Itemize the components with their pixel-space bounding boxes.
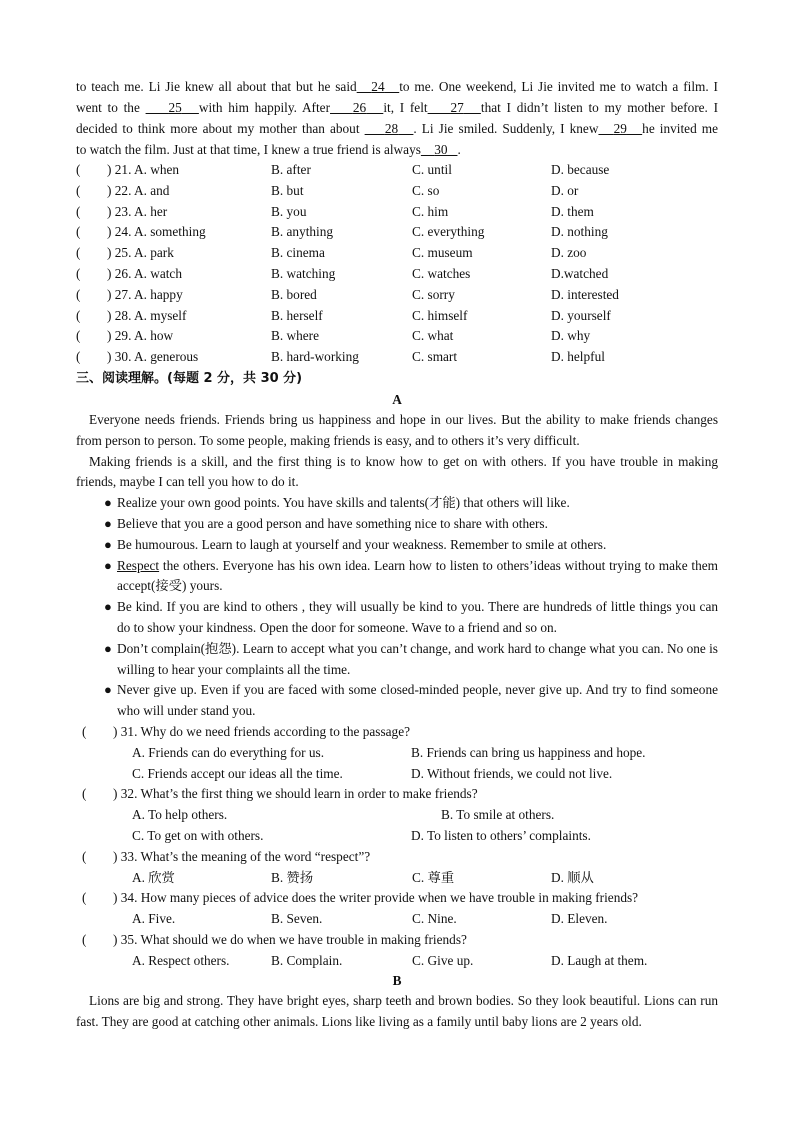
passage-b-para-1: Lions are big and strong. They have bright eyes, sharp teeth and brown bodies. So they look beautiful. Lions can run fast. They are good at catching other animals. Lions like living as a family until baby lions are 2 years old. bbox=[76, 993, 718, 1030]
passage-a-para-1: Everyone needs friends. Friends bring us happiness and hope in our lives. But the ability to make friends changes from person to person. To some people, making friends is easy, and to others it’s very difficult. bbox=[76, 411, 718, 448]
advice-item: ● Realize your own good points. You have skills and talents(才能) that others will like. bbox=[76, 493, 718, 514]
option-row-22: ( ) 22. A. and B. but C. so D. or bbox=[76, 182, 579, 198]
cloze-text: to me. One weekend, Li Jie invited me to watch a film. I bbox=[399, 79, 718, 94]
option-row-23: ( ) 23. A. her B. you C. him D. them bbox=[76, 203, 594, 219]
underlined-word: Respect bbox=[117, 557, 160, 573]
question-31: ( ) 31. Why do we need friends according to the passage? bbox=[82, 723, 411, 739]
passage-a-para-2: Making friends is a skill, and the first thing is to know how to get on with others. If you have trouble in making friends, maybe I can tell you how to do it. bbox=[76, 453, 718, 490]
option-row-21: ( ) 21. A. when B. after C. until D. because bbox=[76, 162, 610, 177]
question-35: ( ) 35. What should we do when we have trouble in making friends? bbox=[82, 931, 467, 947]
advice-item: ● Don’t complain(抱怨). Learn to accept what you can’t change, and work hard to change what you can. No one is willing to hear your complaints all the time. bbox=[104, 640, 718, 677]
passage-b-label: B bbox=[392, 973, 402, 989]
bullet-icon: ● bbox=[104, 557, 112, 573]
question-34-options: A. Five. B. Seven. C. Nine. D. Eleven. bbox=[132, 911, 608, 927]
bullet-icon: ● bbox=[104, 515, 112, 531]
advice-list bbox=[76, 493, 718, 722]
advice-item: ● Never give up. Even if you are faced with some closed-minded people, never give up. And try to find someone who will under stand you. bbox=[104, 682, 718, 719]
option-row-27: ( ) 27. A. happy B. bored C. sorry D. interested bbox=[76, 286, 619, 302]
option-row-30: ( ) 30. A. generous B. hard-working C. smart D. helpful bbox=[76, 349, 605, 365]
passage-a-label: A bbox=[392, 391, 402, 407]
question-31-options-2: C. Friends accept our ideas all the time. D. Without friends, we could not live. bbox=[132, 765, 613, 781]
question-33: ( ) 33. What’s the meaning of the word “respect”? bbox=[82, 848, 371, 864]
advice-item: ● Believe that you are a good person and have something nice to share with others. bbox=[76, 514, 718, 535]
cloze-line-2: went to the 25 with him happily. After 26 it, I felt 27 that I didn’t listen to my mother before. I bbox=[76, 100, 719, 115]
cloze-line-1 bbox=[76, 76, 718, 97]
blank-24: 24 bbox=[371, 79, 385, 94]
option-row-24: ( ) 24. A. something B. anything C. everything D. nothing bbox=[76, 224, 608, 240]
blank-30: 30 bbox=[434, 142, 448, 157]
advice-item: ● Be humourous. Learn to laugh at yourself and your weakness. Remember to smile at others. bbox=[76, 535, 718, 556]
advice-item: ● Be kind. If you are kind to others , they will usually be kind to you. There are hundreds of little things you can do to show your kindness. Open the door for someone. Wave to a friend and so on. bbox=[104, 599, 718, 635]
blank-27: 27 bbox=[450, 100, 464, 115]
blank-25: 25 bbox=[168, 100, 182, 115]
question-32-options-1: A. To help others. B. To smile at others. bbox=[132, 807, 555, 823]
option-row-26: ( ) 26. A. watch B. watching C. watches D.watched bbox=[76, 265, 609, 281]
option-row-29: ( ) 29. A. how B. where C. what D. why bbox=[76, 328, 591, 344]
bullet-icon: ● bbox=[104, 640, 112, 656]
question-32: ( ) 32. What’s the first thing we should learn in order to make friends? bbox=[82, 786, 478, 802]
cloze-line-3: decided to think more about my mother than about 28 . Li Jie smiled. Suddenly, I knew 29 he invited me bbox=[76, 121, 719, 136]
bullet-icon: ● bbox=[104, 495, 112, 511]
exam-page bbox=[76, 76, 718, 1033]
question-33-options: A. 欣赏 B. 赞扬 C. 尊重 D. 顺从 bbox=[132, 869, 594, 885]
advice-item: ● Respect the others. Everyone has his own idea. Learn how to listen to others’ideas without trying to make them accept(接受) yours. bbox=[104, 557, 718, 594]
cloze-line-4: to watch the film. Just at that time, I knew a true friend is always 30 . bbox=[76, 142, 461, 157]
question-35-options: A. Respect others. B. Complain. C. Give up. D. Laugh at them. bbox=[132, 952, 648, 968]
blank-26: 26 bbox=[352, 100, 367, 115]
blank-29: 29 bbox=[613, 121, 627, 136]
bullet-icon: ● bbox=[104, 682, 112, 698]
option-row-25: ( ) 25. A. park B. cinema C. museum D. zoo bbox=[76, 245, 587, 261]
section-heading: 三、阅读理解。(每题 2 分，共 30 分) bbox=[76, 370, 303, 386]
question-34: ( ) 34. How many pieces of advice does the writer provide when we have trouble in making friends? bbox=[82, 890, 639, 906]
cloze-text: to teach me. Li Jie knew all about that but he said bbox=[76, 79, 357, 94]
option-row-28: ( ) 28. A. myself B. herself C. himself D. yourself bbox=[76, 307, 611, 323]
cloze-options bbox=[76, 160, 718, 368]
question-31-options-1: A. Friends can do everything for us. B. Friends can bring us happiness and hope. bbox=[132, 744, 646, 760]
bullet-icon: ● bbox=[104, 599, 112, 615]
bullet-icon: ● bbox=[104, 536, 112, 552]
question-32-options-2: C. To get on with others. D. To listen to others’ complaints. bbox=[132, 827, 591, 843]
blank-28: 28 bbox=[384, 121, 399, 136]
